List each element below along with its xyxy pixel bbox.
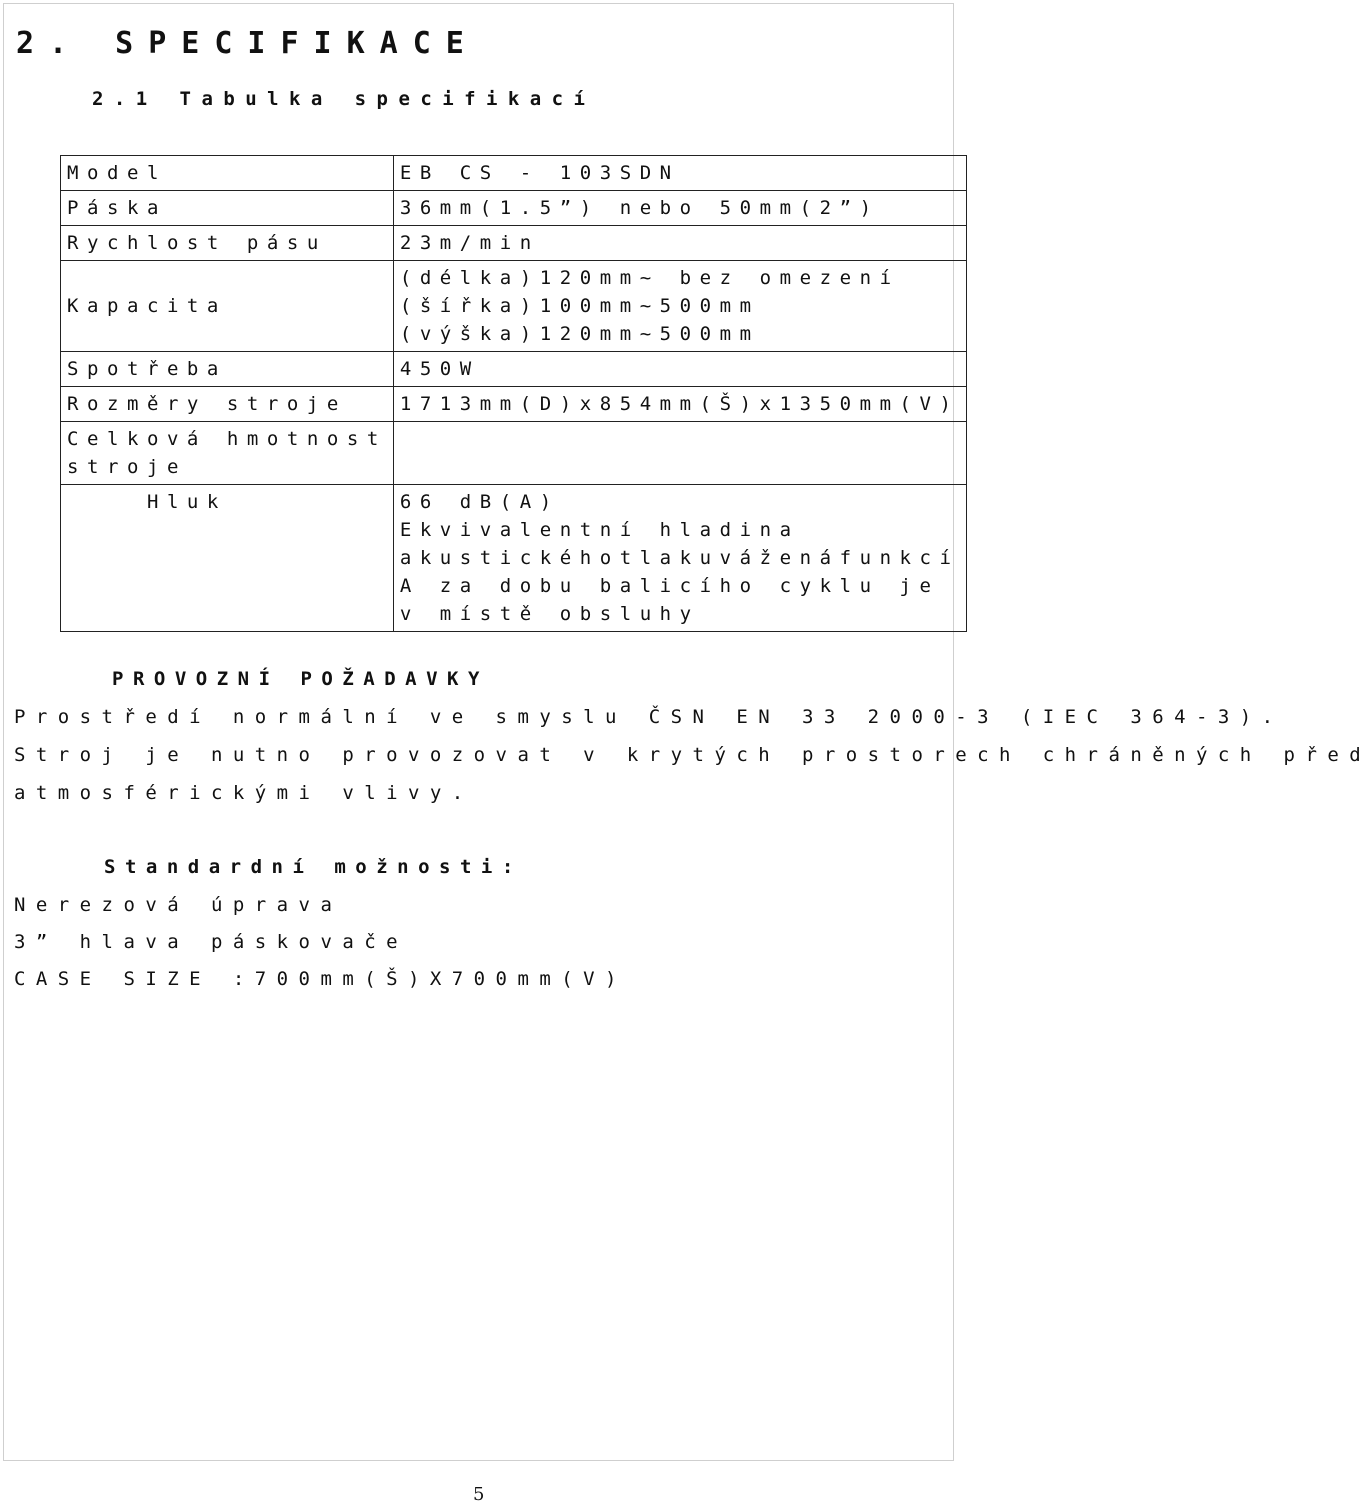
table-row: [61, 156, 967, 191]
row-label: Rozměry stroje: [61, 387, 394, 422]
section-heading: 2.1 Tabulka specifikací: [92, 88, 596, 110]
row-value: EB CS - 103SDN: [393, 156, 966, 191]
page-heading: 2. SPECIFIKACE: [16, 26, 479, 61]
option-item: CASE SIZE :700mm(Š)X700mm(V): [14, 968, 627, 990]
row-label: Celková hmotnost stroje: [61, 422, 394, 485]
table-row: [61, 485, 967, 632]
table-row: [61, 422, 967, 485]
row-value: [393, 422, 966, 485]
option-item: 3” hlava páskovače: [14, 931, 409, 953]
table-row: [61, 387, 967, 422]
page-number: 5: [473, 1484, 485, 1505]
table-row: [61, 352, 967, 387]
row-label: Páska: [61, 191, 394, 226]
table-row: [61, 191, 967, 226]
row-value: 1713mm(D)x854mm(Š)x1350mm(V): [393, 387, 966, 422]
requirements-title: PROVOZNÍ POŽADAVKY: [112, 668, 489, 690]
table-row: [61, 261, 967, 352]
row-label: Hluk: [61, 485, 394, 632]
requirements-line: Prostředí normální ve smyslu ČSN EN 33 2000-3 (IEC 364-3).: [14, 706, 1284, 728]
spec-table: [60, 155, 967, 632]
row-label: Spotřeba: [61, 352, 394, 387]
row-value: 23m/min: [393, 226, 966, 261]
row-label: Model: [61, 156, 394, 191]
requirements-line: atmosférickými vlivy.: [14, 782, 474, 804]
table-row: [61, 226, 967, 261]
option-item: Nerezová úprava: [14, 894, 343, 916]
row-value: (délka)120mm~ bez omezení (šířka)100mm~500mm (výška)120mm~500mm: [393, 261, 966, 352]
requirements-line: Stroj je nutno provozovat v krytých prostorech chráněných před: [14, 744, 1371, 766]
options-title: Standardní možnosti:: [104, 856, 523, 878]
row-value: 66 dB(A) Ekvivalentní hladina akustickéhotlakuváženáfunkcí A za dobu balicího cyklu je v místě obsluhy: [393, 485, 966, 632]
row-label: Rychlost pásu: [61, 226, 394, 261]
row-label: Kapacita: [61, 261, 394, 352]
row-value: 450W: [393, 352, 966, 387]
row-value: 36mm(1.5”) nebo 50mm(2”): [393, 191, 966, 226]
